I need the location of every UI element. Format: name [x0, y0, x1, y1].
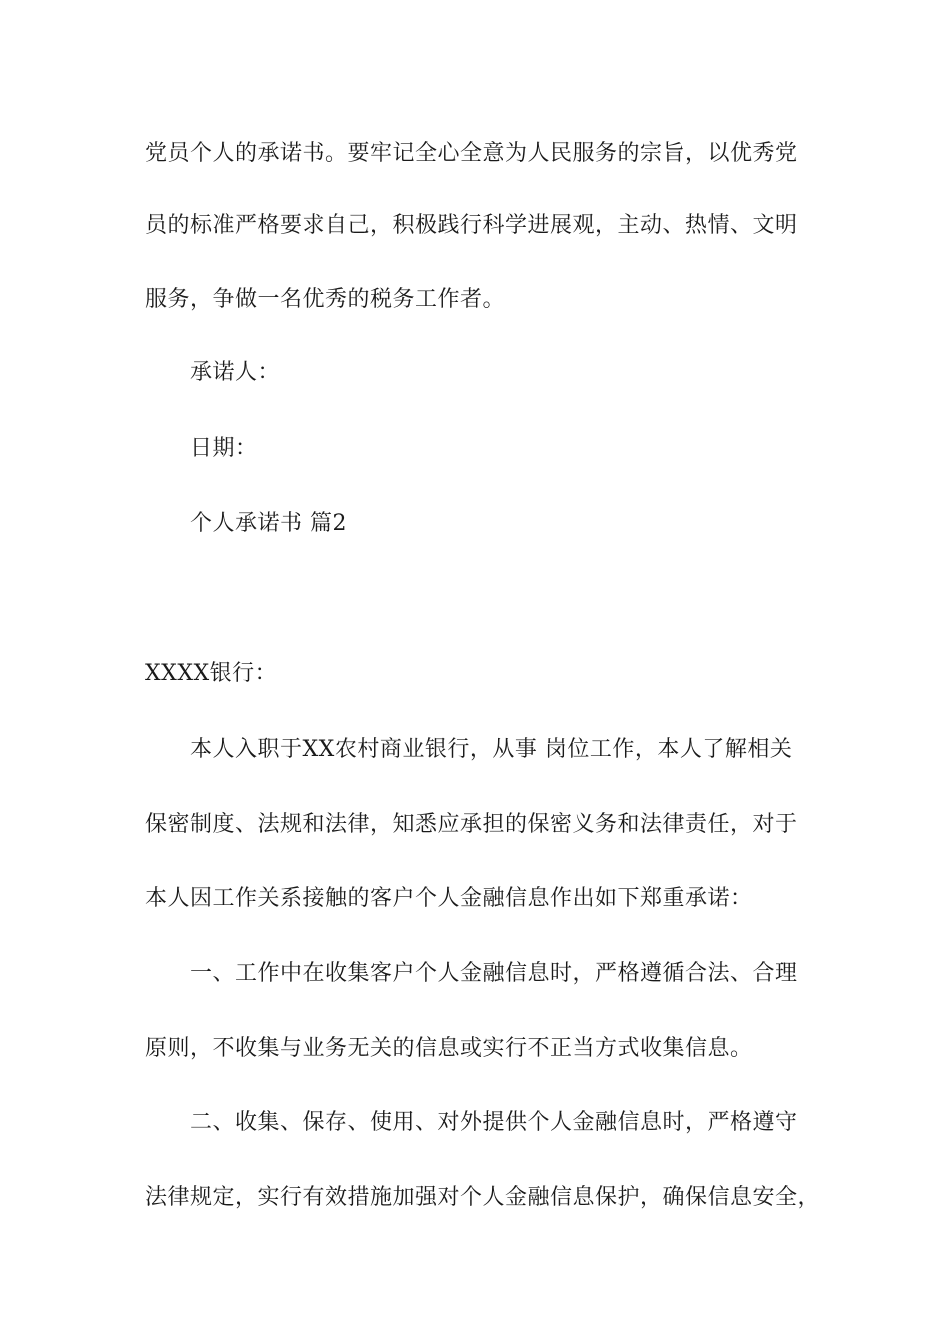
paragraph-line: 本人因工作关系接触的客户个人金融信息作出如下郑重承诺：	[145, 886, 753, 911]
paragraph-line: 原则，不收集与业务无关的信息或实行不正当方式收集信息。	[145, 1036, 753, 1061]
paragraph-line: 一、工作中在收集客户个人金融信息时，严格遵循合法、合理	[190, 961, 798, 986]
section-title: 个人承诺书 篇2	[190, 511, 347, 536]
paragraph-line: 法律规定，实行有效措施加强对个人金融信息保护，确保信息安全，	[145, 1185, 821, 1210]
signer-label: 承诺人：	[190, 360, 281, 385]
paragraph-line: 员的标准严格要求自己，积极践行科学进展观，主动、热情、文明	[145, 213, 798, 238]
addressee: XXXX银行：	[145, 661, 278, 686]
paragraph-line: 服务，争做一名优秀的税务工作者。	[145, 287, 506, 312]
paragraph-line: 本人入职于XX农村商业银行，从事 岗位工作，本人了解相关	[190, 737, 793, 762]
paragraph-line: 党员个人的承诺书。要牢记全心全意为人民服务的宗旨，以优秀党	[145, 141, 798, 166]
date-label: 日期：	[190, 436, 258, 461]
paragraph-line: 保密制度、法规和法律，知悉应承担的保密义务和法律责任，对于	[145, 812, 798, 837]
paragraph-line: 二、收集、保存、使用、对外提供个人金融信息时，严格遵守	[190, 1110, 798, 1135]
